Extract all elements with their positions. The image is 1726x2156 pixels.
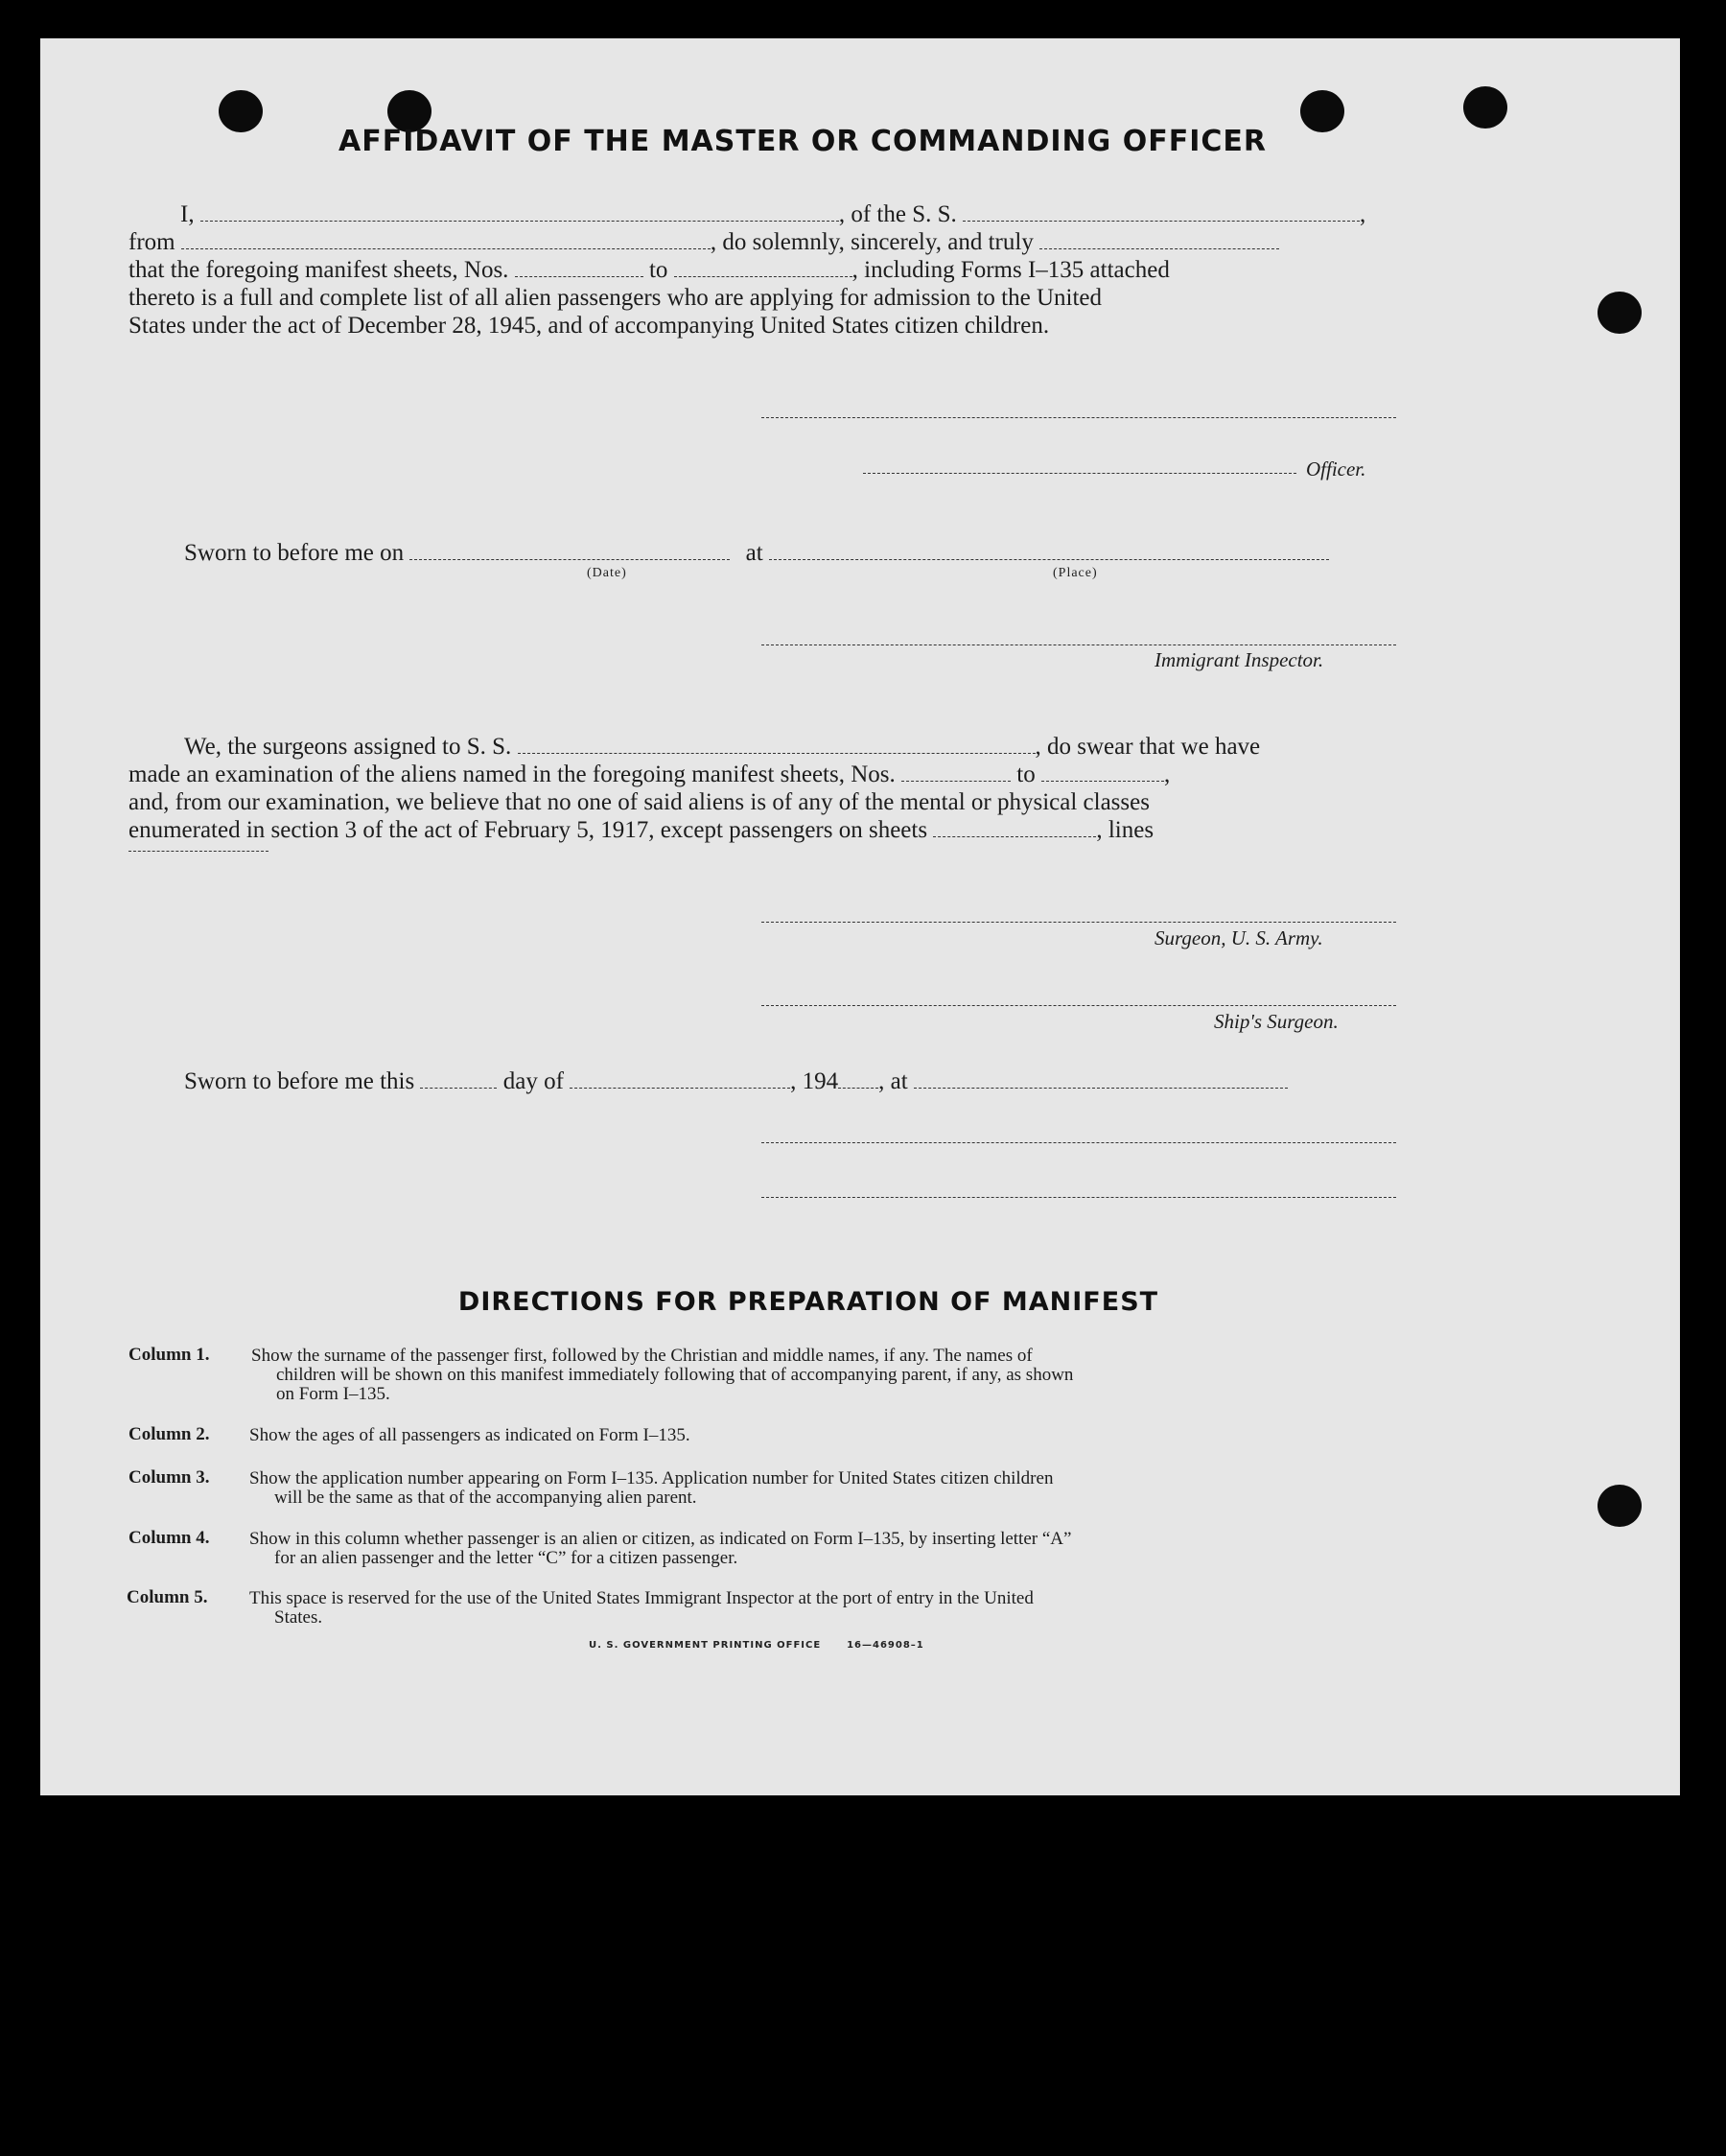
inspector-caption: Immigrant Inspector. <box>1155 648 1324 671</box>
sworn-line-2: Sworn to before me this day of , 194 , at <box>184 1068 1288 1095</box>
army-surgeon-signature-line[interactable] <box>761 922 1396 923</box>
sworn-date-field[interactable] <box>409 540 730 560</box>
punch-hole <box>1463 86 1507 129</box>
form-page <box>40 38 1680 1795</box>
affidavit-line-2: from , do solemnly, sincerely, and truly <box>128 229 1279 256</box>
officer-caption: Officer. <box>1306 457 1366 480</box>
master-name-field[interactable] <box>200 201 839 222</box>
surgeons-line-3: and, from our examination, we believe that no one of said aliens is of any of the mental or physical classes <box>128 789 1150 815</box>
date-sub-label: (Date) <box>587 566 627 580</box>
direction-text-2: Show the ages of all passengers as indicated on Form I–135. <box>249 1425 690 1445</box>
direction-text-4: Show in this column whether passenger is an alien or citizen, as indicated on Form I–135, by inserting letter “A” for an alien passenger and the letter “C” for a citizen passenger. <box>249 1529 1072 1568</box>
ship-surgeon-signature-line[interactable] <box>761 1005 1396 1006</box>
surgeons-line-2: made an examination of the aliens named in the foregoing manifest sheets, Nos. to , <box>128 762 1171 787</box>
directions-title: DIRECTIONS FOR PREPARATION OF MANIFEST <box>457 1287 1159 1317</box>
officer-title-line[interactable] <box>863 473 1296 474</box>
sworn-location-field[interactable] <box>914 1068 1288 1089</box>
direction-label-1: Column 1. <box>128 1345 210 1365</box>
sworn-year-field[interactable] <box>838 1068 878 1089</box>
direction-text-5: This space is reserved for the use of the United States Immigrant Inspector at the port of entry in the United States. <box>249 1588 1034 1628</box>
direction-text-1: Show the surname of the passenger first, followed by the Christian and middle names, if any. The names of children will be shown on this manifest immediately following that of accompanying parent, if any, as shown on Form I–135. <box>251 1346 1074 1404</box>
exam-sheets-from-field[interactable] <box>901 762 1011 782</box>
exception-lines-field[interactable] <box>128 851 268 852</box>
direction-label-3: Column 3. <box>128 1467 210 1488</box>
sworn-day-field[interactable] <box>420 1068 497 1089</box>
surgeons-line-1: We, the surgeons assigned to S. S. , do swear that we have <box>184 734 1261 760</box>
place-sub-label: (Place) <box>1053 566 1098 580</box>
master-signature-line[interactable] <box>761 417 1396 418</box>
sheets-from-field[interactable] <box>515 257 643 277</box>
direction-label-2: Column 2. <box>128 1424 210 1444</box>
witness-signature-line[interactable] <box>761 1142 1396 1143</box>
army-surgeon-caption: Surgeon, U. S. Army. <box>1155 926 1323 949</box>
affidavit-line-4: thereto is a full and complete list of all alien passengers who are applying for admission to the United <box>128 285 1103 311</box>
witness-title-line[interactable] <box>761 1197 1396 1198</box>
printing-office-footer: U. S. GOVERNMENT PRINTING OFFICE 16—46908–1 <box>589 1640 924 1651</box>
direction-text-3: Show the application number appearing on Form I–135. Application number for United States citizen children will be the same as that of the accompanying alien parent. <box>249 1468 1054 1508</box>
ship-surgeon-caption: Ship's Surgeon. <box>1214 1010 1339 1033</box>
direction-label-5: Column 5. <box>127 1587 208 1607</box>
affidavit-title: AFFIDAVIT OF THE MASTER OR COMMANDING OFFICER <box>338 125 1267 158</box>
exam-sheets-to-field[interactable] <box>1041 762 1164 782</box>
sworn-line-1: Sworn to before me on at <box>184 540 1329 567</box>
punch-hole <box>1598 292 1642 334</box>
affidavit-line-3: that the foregoing manifest sheets, Nos. to , including Forms I–135 attached <box>128 257 1170 283</box>
sworn-place-field[interactable] <box>769 540 1329 560</box>
sworn-month-field[interactable] <box>570 1068 790 1089</box>
affidavit-line-5: States under the act of December 28, 1945, and of accompanying United States citizen children. <box>128 313 1050 339</box>
inspector-signature-line[interactable] <box>761 644 1396 645</box>
direction-label-4: Column 4. <box>128 1528 210 1548</box>
port-from-field[interactable] <box>181 229 711 249</box>
sheets-to-field[interactable] <box>674 257 852 277</box>
exception-sheets-field[interactable] <box>933 817 1096 837</box>
affidavit-line-1: I, , of the S. S. , <box>180 201 1366 227</box>
punch-hole <box>1598 1485 1642 1527</box>
surgeons-ship-field[interactable] <box>518 734 1036 754</box>
affirmation-field[interactable] <box>1039 229 1279 249</box>
ship-name-field[interactable] <box>963 201 1360 222</box>
surgeons-line-4: enumerated in section 3 of the act of February 5, 1917, except passengers on sheets , lines <box>128 817 1155 843</box>
